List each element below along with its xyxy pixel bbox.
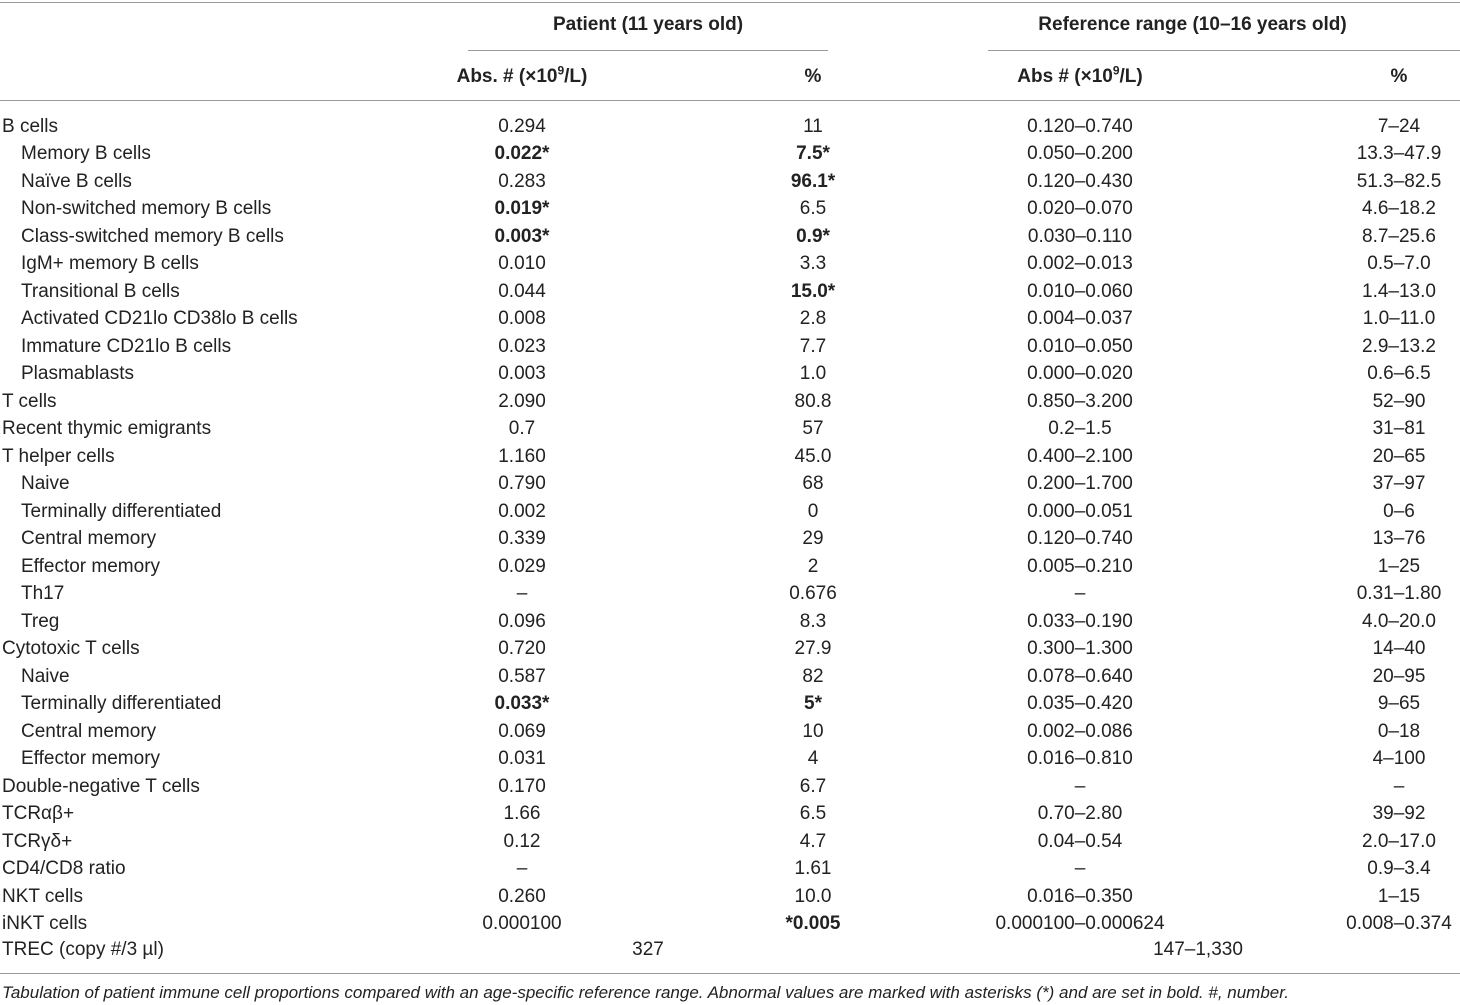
table-row — [0, 140, 1460, 168]
patient-abs-value: – — [516, 583, 528, 604]
patient-pct-value: 0.676 — [789, 583, 837, 604]
table-row — [0, 250, 1460, 278]
reference-abs-range: 0.035–0.420 — [1027, 693, 1133, 714]
row-label: Transitional B cells — [21, 280, 180, 302]
table-row — [0, 690, 1460, 718]
patient-abs-value: 0.023 — [498, 335, 546, 357]
table-row — [0, 663, 1460, 691]
row-label: CD4/CD8 ratio — [2, 858, 126, 879]
patient-pct-value: 6.5 — [799, 803, 827, 824]
reference-pct-range: 4.6–18.2 — [1362, 198, 1436, 219]
table-row — [0, 305, 1460, 333]
patient-abs-header-text: Abs. # (×10 — [456, 66, 558, 87]
patient-abs-value: 0.010 — [498, 253, 546, 274]
patient-pct-header: % — [804, 66, 822, 87]
patient-pct-value: 4 — [807, 748, 819, 769]
reference-pct-range: 9–65 — [1377, 693, 1421, 714]
reference-pct-range: 1–25 — [1377, 555, 1421, 577]
patient-pct-value: 96.1* — [790, 170, 836, 192]
reference-pct-range: 0–18 — [1377, 720, 1421, 742]
patient-pct-value: 3.3 — [799, 253, 827, 274]
reference-abs-header-text: Abs # (×10 — [1017, 66, 1113, 87]
table-caption: Tabulation of patient immune cell proportions compared with an age-specific reference range. Abnormal values are marked with asterisks (*) and are set in bold. #, number. — [2, 983, 1289, 1002]
reference-abs-header — [980, 63, 1180, 88]
row-label: T cells — [2, 390, 57, 412]
reference-pct-range: 1–15 — [1377, 885, 1421, 907]
reference-abs-range: 0.850–3.200 — [1027, 390, 1133, 412]
reference-abs-range: 0.120–0.740 — [1027, 115, 1133, 137]
reference-pct-range: 0.008–0.374 — [1346, 913, 1452, 934]
patient-pct-value: 15.0* — [790, 280, 836, 302]
patient-abs-value: 0.003 — [498, 363, 546, 384]
table-row — [0, 360, 1460, 388]
header-bottom-rule — [0, 100, 1460, 101]
table-row — [0, 415, 1460, 443]
table-row — [0, 470, 1460, 498]
table-row — [0, 525, 1460, 553]
reference-pct-header: % — [1390, 66, 1408, 87]
reference-pct-range: 37–97 — [1372, 473, 1426, 494]
reference-abs-range: 0.005–0.210 — [1027, 555, 1133, 577]
reference-pct-range: 4–100 — [1372, 748, 1426, 769]
reference-pct-range: 31–81 — [1372, 418, 1426, 439]
row-label: Central memory — [21, 528, 157, 549]
patient-abs-header-unit: /L) — [564, 66, 588, 87]
patient-abs-value: 0.029 — [498, 555, 546, 577]
table-row — [0, 883, 1460, 911]
table-row — [0, 718, 1460, 746]
row-label: Naive — [21, 473, 70, 494]
patient-pct-value: 6.5 — [799, 198, 827, 219]
patient-group-header: Patient (11 years old) — [552, 14, 744, 35]
table-row — [0, 388, 1460, 416]
patient-pct-value: 0.9* — [796, 225, 830, 247]
reference-pct-range: 20–95 — [1372, 665, 1426, 687]
patient-abs-value: 0.069 — [498, 720, 546, 742]
patient-pct-value: 8.3 — [799, 610, 827, 632]
reference-pct-range: 1.4–13.0 — [1362, 280, 1436, 302]
table-row — [0, 608, 1460, 636]
reference-pct-range: 52–90 — [1372, 390, 1426, 412]
reference-abs-range: 0.000–0.051 — [1027, 500, 1133, 522]
reference-abs-range: 0.000–0.020 — [1027, 363, 1133, 384]
row-label: Central memory — [21, 720, 157, 742]
patient-pct-value: 11 — [803, 115, 823, 137]
row-label: Terminally differentiated — [21, 500, 222, 522]
reference-abs-range: 0.120–0.430 — [1027, 170, 1133, 192]
row-label: Immature CD21lo B cells — [21, 335, 232, 357]
trec-patient-value: 327 — [632, 939, 664, 960]
row-label: Class-switched memory B cells — [21, 225, 284, 247]
patient-pct-value: 2 — [807, 555, 819, 577]
reference-abs-range: 0.300–1.300 — [1027, 638, 1133, 659]
reference-abs-range: – — [1074, 775, 1086, 797]
reference-abs-range: 0.010–0.060 — [1027, 280, 1133, 302]
reference-pct-range: 2.0–17.0 — [1362, 830, 1436, 852]
reference-abs-range: 0.016–0.350 — [1027, 885, 1133, 907]
row-label: TCRαβ+ — [2, 803, 75, 824]
patient-abs-value: 0.003* — [494, 225, 550, 247]
patient-pct-value: 29 — [802, 528, 824, 549]
table-row — [0, 580, 1460, 608]
reference-abs-range: 0.033–0.190 — [1027, 610, 1133, 632]
patient-abs-value: 0.096 — [498, 610, 546, 632]
row-label: Plasmablasts — [21, 363, 134, 384]
table-row — [0, 333, 1460, 361]
patient-pct-value: 1.0 — [799, 363, 827, 384]
patient-pct-value: 5* — [804, 693, 822, 714]
patient-abs-value: 0.7 — [508, 418, 536, 439]
reference-group-header: Reference range (10–16 years old) — [1038, 14, 1347, 35]
reference-abs-range: 0.120–0.740 — [1027, 528, 1133, 549]
row-label: NKT cells — [2, 885, 83, 907]
patient-pct-value: 7.7 — [799, 335, 827, 357]
reference-abs-range: 0.004–0.037 — [1027, 308, 1133, 329]
patient-abs-header — [430, 63, 614, 88]
patient-pct-value: 4.7 — [799, 830, 827, 852]
row-label: Recent thymic emigrants — [2, 418, 212, 439]
row-label: Double-negative T cells — [2, 775, 200, 797]
reference-pct-range: 13.3–47.9 — [1356, 143, 1442, 164]
reference-abs-range: 0.04–0.54 — [1037, 830, 1123, 852]
reference-abs-range: 0.002–0.013 — [1027, 253, 1133, 274]
patient-pct-value: 80.8 — [794, 390, 832, 412]
reference-pct-range: 0.9–3.4 — [1367, 858, 1431, 879]
patient-abs-value: 0.033* — [494, 693, 550, 714]
reference-abs-range: 0.002–0.086 — [1027, 720, 1133, 742]
reference-abs-range: 0.000100–0.000624 — [995, 913, 1165, 934]
patient-abs-value: 2.090 — [498, 390, 546, 412]
reference-abs-range: 0.70–2.80 — [1037, 803, 1123, 824]
patient-abs-value: 0.790 — [498, 473, 546, 494]
patient-abs-value: 0.002 — [498, 500, 546, 522]
reference-abs-range: – — [1074, 858, 1086, 879]
patient-abs-value: 1.160 — [498, 445, 546, 467]
patient-abs-value: 0.000100 — [482, 913, 562, 934]
row-label: iNKT cells — [2, 913, 88, 934]
row-label: B cells — [2, 115, 58, 137]
patient-pct-value: 10.0 — [794, 885, 832, 907]
patient-pct-value: 10 — [802, 720, 824, 742]
table-row — [0, 278, 1460, 306]
reference-pct-range: 7–24 — [1377, 115, 1421, 137]
reference-pct-range: 0.6–6.5 — [1367, 363, 1431, 384]
reference-abs-range: 0.400–2.100 — [1027, 445, 1133, 467]
reference-abs-range: 0.030–0.110 — [1027, 225, 1133, 247]
reference-pct-range: 8.7–25.6 — [1362, 225, 1436, 247]
reference-abs-range: 0.200–1.700 — [1027, 473, 1133, 494]
patient-pct-value: 2.8 — [799, 308, 827, 329]
reference-abs-range: 0.016–0.810 — [1027, 748, 1133, 769]
table-row — [0, 168, 1460, 196]
row-label: Naïve B cells — [21, 170, 132, 192]
patient-abs-value: 0.170 — [498, 775, 546, 797]
row-label: Activated CD21lo CD38lo B cells — [21, 308, 298, 329]
row-label: Non-switched memory B cells — [21, 198, 272, 219]
table-row — [0, 223, 1460, 251]
patient-pct-value: 57 — [802, 418, 824, 439]
patient-abs-value: 0.587 — [498, 665, 546, 687]
table-row — [0, 800, 1460, 828]
reference-pct-range: – — [1393, 775, 1405, 797]
reference-pct-range: 4.0–20.0 — [1362, 610, 1436, 632]
patient-abs-value: 0.720 — [498, 638, 546, 659]
patient-abs-value: 0.031 — [498, 748, 546, 769]
reference-pct-range: 0.31–1.80 — [1356, 583, 1442, 604]
table-row — [0, 828, 1460, 856]
row-label: IgM+ memory B cells — [21, 253, 199, 274]
patient-pct-value: 0 — [807, 500, 819, 522]
reference-abs-range: 0.2–1.5 — [1048, 418, 1112, 439]
table-top-rule — [0, 2, 1460, 3]
reference-abs-range: 0.010–0.050 — [1027, 335, 1133, 357]
table-row — [0, 773, 1460, 801]
patient-abs-value: 0.294 — [498, 115, 546, 137]
row-label: T helper cells — [2, 445, 115, 467]
table-row — [0, 910, 1460, 938]
table-row — [0, 498, 1460, 526]
trec-label: TREC (copy #/3 µl) — [2, 939, 164, 960]
patient-pct-value: 82 — [802, 665, 824, 687]
row-label: Naive — [21, 665, 70, 687]
reference-pct-range: 20–65 — [1372, 445, 1426, 467]
row-label: Th17 — [21, 583, 65, 604]
table-bottom-rule — [0, 973, 1460, 974]
patient-abs-value: – — [516, 858, 528, 879]
row-label: Memory B cells — [21, 143, 151, 164]
patient-pct-value: *0.005 — [785, 913, 841, 934]
table-row — [0, 195, 1460, 223]
patient-abs-value: 0.019* — [494, 198, 550, 219]
reference-pct-range: 0–6 — [1383, 500, 1415, 522]
patient-abs-value: 1.66 — [503, 803, 541, 824]
patient-abs-value: 0.339 — [498, 528, 546, 549]
patient-pct-value: 45.0 — [794, 445, 832, 467]
reference-pct-range: 39–92 — [1372, 803, 1426, 824]
patient-abs-value: 0.008 — [498, 308, 546, 329]
reference-pct-range: 0.5–7.0 — [1367, 253, 1431, 274]
reference-abs-range: 0.078–0.640 — [1027, 665, 1133, 687]
patient-abs-value: 0.260 — [498, 885, 546, 907]
patient-abs-header-sup: 9 — [557, 63, 565, 78]
patient-abs-value: 0.044 — [498, 280, 546, 302]
reference-pct-range: 51.3–82.5 — [1356, 170, 1442, 192]
patient-group-rule — [468, 50, 828, 51]
patient-pct-value: 7.5* — [796, 143, 830, 164]
row-label: Effector memory — [21, 748, 161, 769]
trec-reference-value: 147–1,330 — [1153, 939, 1243, 960]
patient-pct-value: 27.9 — [794, 638, 832, 659]
reference-pct-range: 2.9–13.2 — [1362, 335, 1436, 357]
patient-abs-value: 0.283 — [498, 170, 546, 192]
patient-abs-value: 0.12 — [503, 830, 541, 852]
reference-group-rule — [988, 50, 1460, 51]
table-row — [0, 855, 1460, 883]
row-label: Terminally differentiated — [21, 693, 222, 714]
trec-row — [0, 936, 1460, 964]
reference-abs-range: 0.050–0.200 — [1027, 143, 1133, 164]
row-label: Treg — [21, 610, 60, 632]
table-row — [0, 553, 1460, 581]
patient-pct-value: 6.7 — [799, 775, 827, 797]
patient-abs-value: 0.022* — [494, 143, 550, 164]
patient-pct-value: 1.61 — [794, 858, 832, 879]
reference-abs-range: – — [1074, 583, 1086, 604]
reference-pct-range: 14–40 — [1372, 638, 1426, 659]
row-label: TCRγδ+ — [2, 830, 73, 852]
table-row — [0, 745, 1460, 773]
reference-abs-header-unit: /L) — [1119, 66, 1143, 87]
row-label: Cytotoxic T cells — [2, 638, 140, 659]
reference-abs-range: 0.020–0.070 — [1027, 198, 1133, 219]
table-row — [0, 443, 1460, 471]
patient-pct-value: 68 — [802, 473, 824, 494]
reference-pct-range: 1.0–11.0 — [1362, 308, 1436, 329]
table-row — [0, 635, 1460, 663]
reference-pct-range: 13–76 — [1372, 528, 1426, 549]
row-label: Effector memory — [21, 555, 161, 577]
reference-abs-header-sup: 9 — [1112, 63, 1120, 78]
table-row — [0, 113, 1460, 141]
